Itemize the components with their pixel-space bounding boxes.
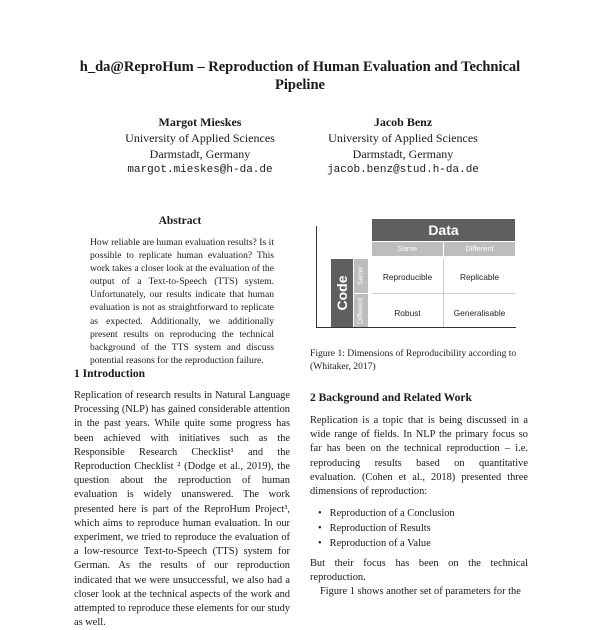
figure-cell-reproducible: Reproducible (382, 272, 433, 282)
figure-cell-generalisable: Generalisable (453, 308, 506, 318)
author-name: Margot Mieskes (158, 115, 242, 129)
figure-col-different: Different (444, 242, 515, 256)
figure-cell-replicable: Replicable (459, 272, 500, 282)
figure-col-same: Same (372, 242, 443, 256)
figure-row-same (354, 259, 368, 293)
background-text-continued (310, 557, 528, 600)
section-heading-introduction: 1 Introduction (74, 368, 146, 380)
author-name: Jacob Benz (373, 115, 433, 129)
author-block-1 (100, 114, 300, 178)
introduction-text: Replication of research results in Natural Language Processing (NLP) has gained considerable attention in the past years. While quite some progress has been achieved with initiatives such as the Responsible Research Checklist¹ and the Reproduction Checklist ² (Dodge et al., 2019), the question about the reproduction of human evaluation is widely unanswered. The work presented here is part of the ReproHum Project³, which aims to reproduce human evaluation. In our experiment, we tried to reproduce the evaluation of a low-resource Text-to-Speech (TTS) system for German. As the results of our reproduction indicated that we were unsuccessful, we also had a closer look at the technical aspects of the work and attempted to reproduce these elements for our study as well. (74, 390, 290, 629)
list-item: • Reproduction of Results (318, 521, 518, 536)
paper-title: h_da@ReproHum – Reproduction of Human Evaluation and Technical Pipeline (79, 59, 521, 93)
figure-code-header (331, 259, 353, 327)
reproduction-dimensions-list (318, 506, 518, 551)
figure-code-label: Code (334, 275, 350, 311)
author-location: Darmstadt, Germany (149, 147, 251, 161)
figure-bottom-axis (316, 327, 516, 328)
reproducibility-figure (316, 216, 516, 334)
list-item: • Reproduction of a Conclusion (318, 506, 518, 521)
author-affiliation: University of Applied Sciences (328, 131, 478, 145)
list-item: • Reproduction of a Value (318, 536, 518, 551)
figure-row-same-label: Same (357, 266, 365, 286)
abstract-text: How reliable are human evaluation results? Is it possible to replicate human evaluation? This work takes a closer look at the evaluation of the output of a Text-to-Speech (TTS) system. Unfortunately, our results indicate that human evaluation is not as straightforward to replicate as expected. Additionally, we additionally present results on reproducing the technical background of the TTS system and discuss potential reasons for the reproduction failure. (90, 237, 274, 366)
author-block-2 (303, 114, 503, 178)
author-location: Darmstadt, Germany (352, 147, 454, 161)
background-text: Replication is a topic that is being discussed in a wide range of fields. In NLP the primary focus so far has been on the technical reproduction – i.e. reproducing results based on quantitative evaluation. (Cohen et al., 2018) presented three dimensions of reproduction: (310, 415, 528, 498)
figure-left-axis (316, 226, 317, 328)
background-paragraph: Figure 1 shows another set of parameters for the (320, 586, 521, 598)
author-affiliation: University of Applied Sciences (125, 131, 275, 145)
figure-cell-robust: Robust (394, 308, 421, 318)
section-heading-background: 2 Background and Related Work (310, 392, 472, 404)
author-email: jacob.benz@stud.h-da.de (327, 164, 479, 176)
background-paragraph: But their focus has been on the technical reproduction. (310, 558, 528, 584)
abstract-heading: Abstract (158, 215, 202, 227)
figure-caption: Figure 1: Dimensions of Reproducibility according to (Whitaker, 2017) (310, 348, 517, 372)
author-email: margot.mieskes@h-da.de (127, 164, 273, 176)
figure-row-different (354, 294, 368, 327)
figure-row-different-label: Different (357, 297, 365, 324)
figure-data-header: Data (372, 219, 515, 241)
